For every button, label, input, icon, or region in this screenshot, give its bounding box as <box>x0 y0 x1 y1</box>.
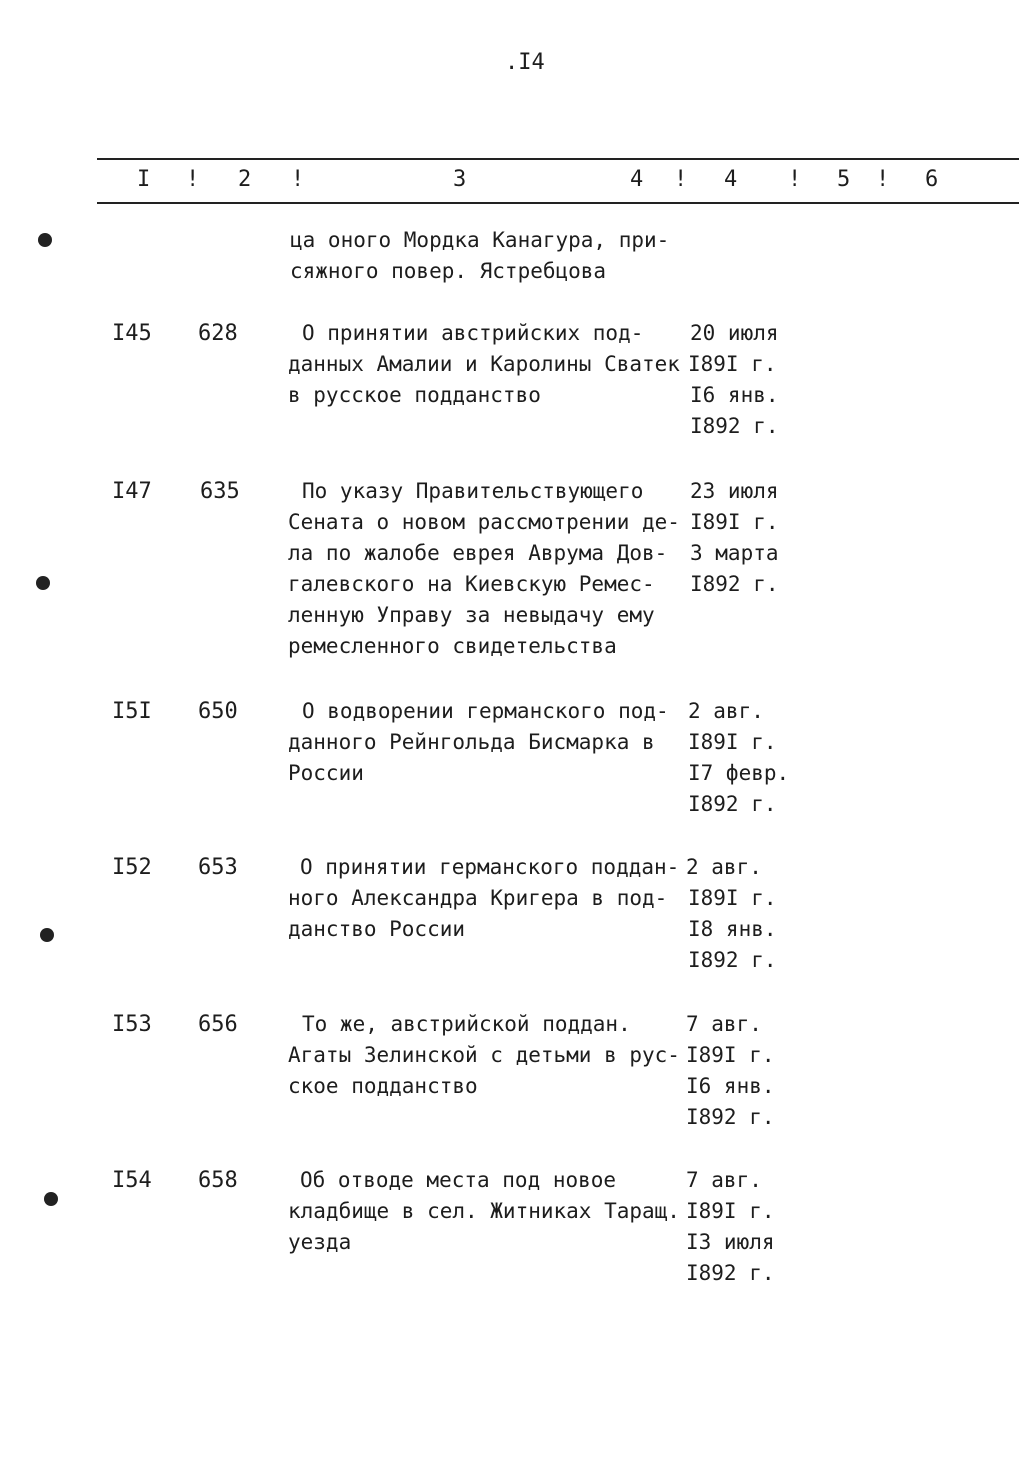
date-line: I89I г. <box>688 730 777 754</box>
date-line: I6 янв. <box>686 1074 775 1098</box>
title-line: О водворении германского под- <box>302 699 669 723</box>
entry-title <box>288 1165 688 1258</box>
title-line: Агаты Зелинской с детьми в рус- <box>288 1043 680 1067</box>
entry-number: I54 <box>112 1168 152 1193</box>
title-line: кладбище в сел. Житниках Таращ. <box>288 1199 680 1223</box>
entry-number: I5I <box>112 699 152 724</box>
entry-dates <box>686 318 796 442</box>
date-line: I89I г. <box>690 510 779 534</box>
case-number: 628 <box>198 321 238 346</box>
header-col-4a: 4 <box>630 167 644 192</box>
title-line: уезда <box>288 1230 352 1254</box>
date-line: 2 авг. <box>688 699 764 723</box>
entry-number: I53 <box>112 1012 152 1037</box>
date-line: 3 марта <box>690 541 779 565</box>
title-line: ленную Управу за невыдачу ему <box>288 603 655 627</box>
case-number: 650 <box>198 699 238 724</box>
header-col-6: 6 <box>925 167 939 192</box>
title-line: данство России <box>288 917 466 941</box>
title-line: О принятии германского поддан- <box>300 855 680 879</box>
punch-hole-mark <box>40 928 54 942</box>
date-line: 7 авг. <box>686 1012 762 1036</box>
entry-title <box>288 476 688 662</box>
entry-number: I45 <box>112 321 152 346</box>
header-col-3: 3 <box>453 167 467 192</box>
entry-dates <box>686 852 796 976</box>
case-number: 656 <box>198 1012 238 1037</box>
date-line: I892 г. <box>690 572 779 596</box>
header-col-4b: 4 <box>724 167 738 192</box>
date-line: I892 г. <box>690 414 779 438</box>
header-col-2: 2 <box>238 167 252 192</box>
entry-dates <box>686 1009 796 1133</box>
title-line: По указу Правительствующего <box>302 479 644 503</box>
punch-hole-mark <box>38 233 52 247</box>
header-separator: ! <box>186 167 200 192</box>
entry-dates <box>686 696 796 820</box>
title-line: России <box>288 761 364 785</box>
entry-dates <box>686 1165 796 1289</box>
header-separator: ! <box>788 167 802 192</box>
title-line: ское подданство <box>288 1074 478 1098</box>
date-line: 2 авг. <box>686 855 762 879</box>
title-line: Об отводе места под новое <box>300 1168 617 1192</box>
case-number: 658 <box>198 1168 238 1193</box>
title-line: Сената о новом рассмотрении де- <box>288 510 680 534</box>
entry-title <box>288 318 688 411</box>
date-line: I3 июля <box>686 1230 775 1254</box>
header-col-5: 5 <box>837 167 851 192</box>
table-top-rule <box>97 158 1019 160</box>
entry-title <box>288 1009 688 1102</box>
entry-number: I47 <box>112 479 152 504</box>
header-col-1: I <box>137 167 151 192</box>
header-separator: ! <box>876 167 890 192</box>
title-line: ла по жалобе еврея Аврума Дов- <box>288 541 668 565</box>
punch-hole-mark <box>36 576 50 590</box>
date-line: 7 авг. <box>686 1168 762 1192</box>
date-line: I89I г. <box>688 886 777 910</box>
title-line: То же, австрийской поддан. <box>302 1012 631 1036</box>
date-line: I8 янв. <box>688 917 777 941</box>
title-line: ного Александра Кригера в под- <box>288 886 668 910</box>
date-line: I892 г. <box>686 1105 775 1129</box>
date-line: I892 г. <box>688 792 777 816</box>
date-line: 23 июля <box>690 479 779 503</box>
title-line: данных Амалии и Каролины Сватек <box>288 352 680 376</box>
title-line: галевского на Киевскую Ремес- <box>288 572 655 596</box>
page-number: .I4 <box>505 50 545 75</box>
date-line: I892 г. <box>686 1261 775 1285</box>
date-line: I892 г. <box>688 948 777 972</box>
title-line: ремесленного свидетельства <box>288 634 617 658</box>
entry-dates <box>686 476 796 600</box>
date-line: I89I г. <box>688 352 777 376</box>
punch-hole-mark <box>44 1192 58 1206</box>
date-line: I89I г. <box>686 1043 775 1067</box>
case-number: 635 <box>200 479 240 504</box>
title-line: в русское подданство <box>288 383 541 407</box>
date-line: I6 янв. <box>690 383 779 407</box>
date-line: I89I г. <box>686 1199 775 1223</box>
entry-title <box>290 225 690 287</box>
title-line: данного Рейнгольда Бисмарка в <box>288 730 655 754</box>
case-number: 653 <box>198 855 238 880</box>
table-header-bottom-rule <box>97 202 1019 204</box>
title-line: О принятии австрийских под- <box>302 321 644 345</box>
title-line: ца оного Мордка Канагура, при- <box>290 228 670 252</box>
header-separator: ! <box>291 167 305 192</box>
header-separator: ! <box>674 167 688 192</box>
entry-number: I52 <box>112 855 152 880</box>
date-line: I7 февр. <box>688 761 790 785</box>
entry-title <box>288 696 688 789</box>
title-line: сяжного повер. Ястребцова <box>290 259 607 283</box>
date-line: 20 июля <box>690 321 779 345</box>
entry-title <box>288 852 688 945</box>
